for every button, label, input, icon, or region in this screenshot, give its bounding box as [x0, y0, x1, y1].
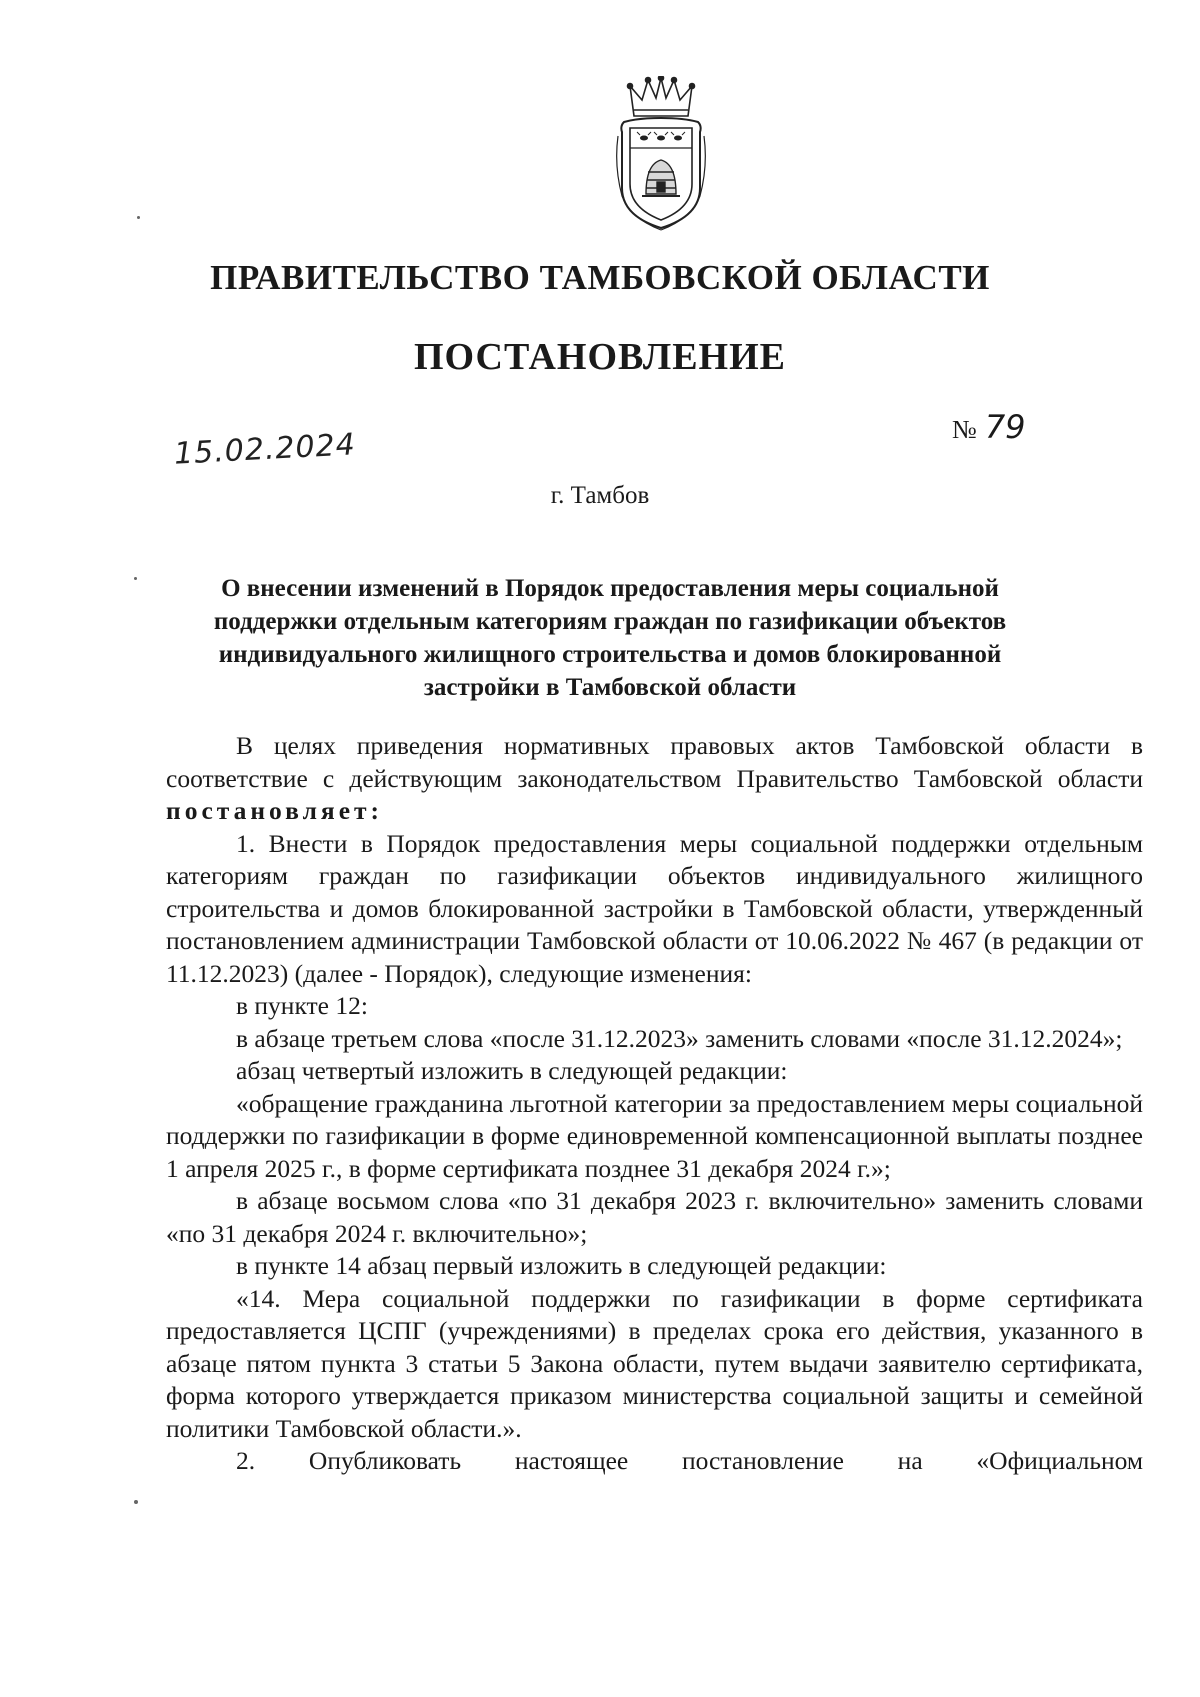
- paragraph-2: в пункте 12:: [236, 991, 368, 1020]
- handwritten-number: 79: [984, 408, 1026, 446]
- paragraph-5: «обращение гражданина льготной категории за предоставлением меры социальной поддержки по газификации в форме единовременной компенсационной выплаты позднее 1 апреля 2025 г., в форме сертификата позднее 31 декабря 2024 г.»;: [166, 1088, 1143, 1183]
- paragraph-8: «14. Мера социальной поддержки по газификации в форме сертификата предоставляется ЦСПГ (учреждениями) в пределах срока его действия, указанного в абзаце пятом пункта 3 статьи 5 Закона области, путем выдачи заявителю сертификата, форма которого утверждается приказом министерства социальной защиты и семейной политики Тамбовской области.».: [166, 1283, 1143, 1443]
- handwritten-date: 15.02.2024: [173, 427, 357, 472]
- paragraph-1: 1. Внести в Порядок предоставления меры социальной поддержки отдельным категориям граждан по газификации объектов индивидуального жилищного строительства и домов блокированной застройки в Тамбовской области, утвержденный постановлением администрации Тамбовской области от 10.06.2022 № 467 (в редакции от 11.12.2023) (далее - Порядок), следующие изменения:: [166, 828, 1143, 988]
- paragraph-6: в абзаце восьмом слова «по 31 декабря 2023 г. включительно» заменить словами «по 31 декабря 2024 г. включительно»;: [166, 1186, 1143, 1248]
- document-body: [166, 730, 1143, 1478]
- number-label: №: [952, 415, 977, 444]
- document-subject: О внесении изменений в Порядок предоставления меры социальной поддержки отдельным категориям граждан по газификации объектов индивидуального жилищного строительства и домов блокированной застройки в Тамбовской области: [213, 575, 1007, 701]
- coat-of-arms-emblem: [614, 76, 708, 232]
- preamble-text: В целях приведения нормативных правовых актов Тамбовской области в соответствие с действующим законодательством Правительство Тамбовской области: [166, 731, 1143, 793]
- scan-speck: [137, 216, 140, 219]
- scan-speck: [134, 577, 137, 580]
- paragraph-4: абзац четвертый изложить в следующей редакции:: [236, 1056, 788, 1085]
- paragraph-9: 2. Опубликовать настоящее постановление на «Официальном: [236, 1446, 1143, 1475]
- paragraph-3: в абзаце третьем слова «после 31.12.2023» заменить словами «после 31.12.2024»;: [236, 1023, 1123, 1053]
- paragraph-7: в пункте 14 абзац первый изложить в следующей редакции:: [236, 1251, 887, 1280]
- decree-word: постановляет:: [166, 796, 384, 825]
- scan-speck: [134, 1500, 138, 1504]
- document-type-title: ПОСТАНОВЛЕНИЕ: [413, 336, 787, 378]
- city-line: г. Тамбов: [550, 482, 650, 509]
- preamble-paragraph: [166, 730, 1143, 828]
- document-number: [952, 408, 1026, 446]
- organization-title: ПРАВИТЕЛЬСТВО ТАМБОВСКОЙ ОБЛАСТИ: [210, 258, 990, 297]
